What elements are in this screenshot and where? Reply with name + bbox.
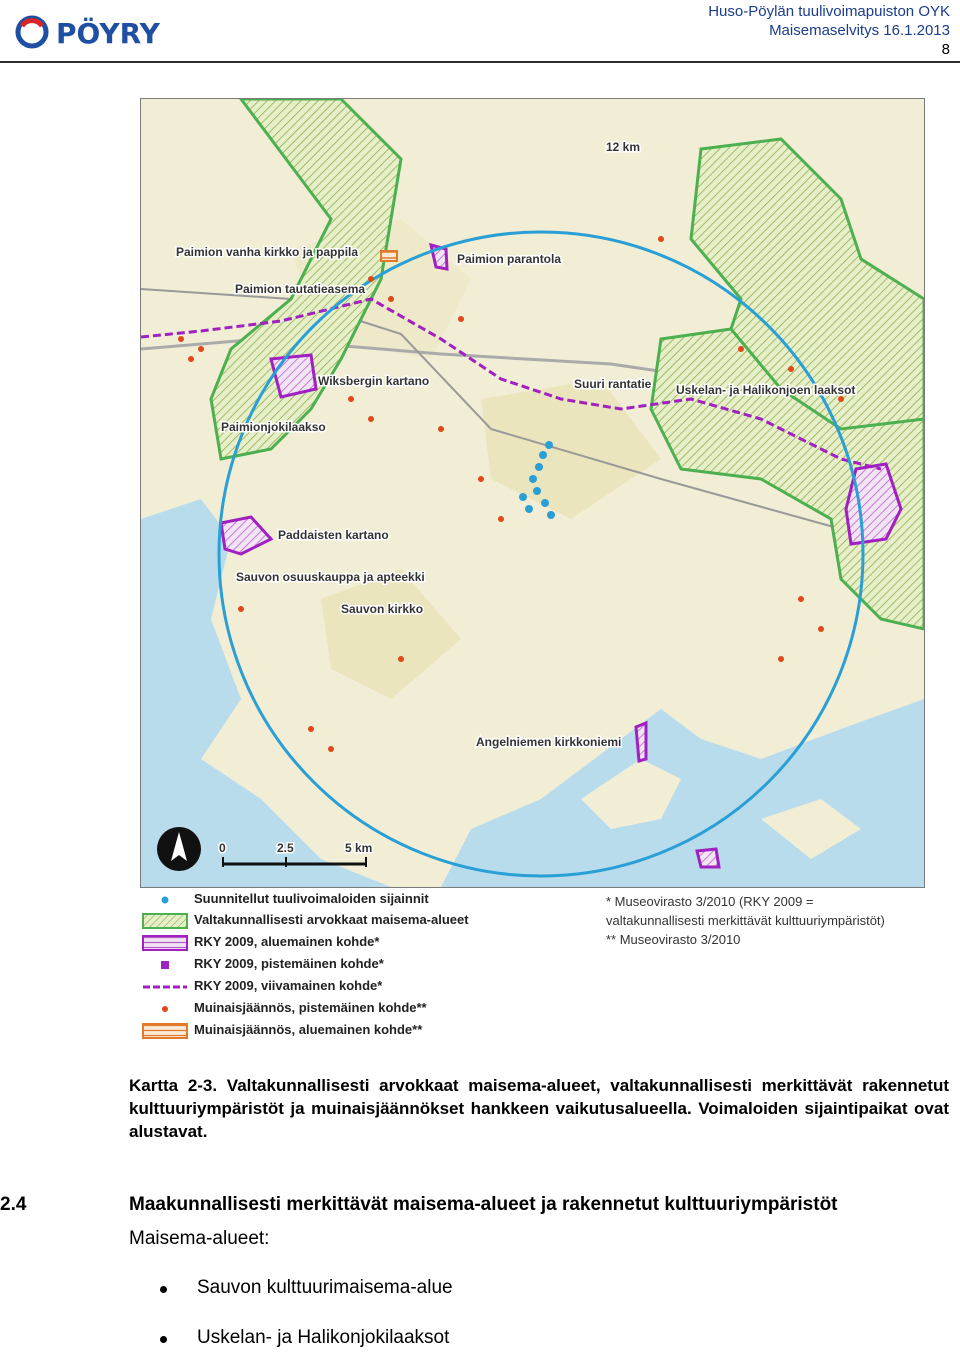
label-suuri-rantatie: Suuri rantatie <box>574 377 652 391</box>
legend-note: valtakunnallisesti merkittävät kulttuuriympäristöt) <box>606 913 885 928</box>
turbine-point <box>535 463 543 471</box>
legend-item-rky-line: RKY 2009, viivamainen kohde* <box>140 977 580 998</box>
section-number: 2.4 <box>0 1194 27 1215</box>
bullet-icon <box>160 1286 167 1293</box>
legend-notes <box>606 892 885 949</box>
rky-area-angelniemi <box>636 723 646 761</box>
legend-item-rky-area: RKY 2009, aluemainen kohde* <box>140 933 580 954</box>
orange-dot-icon <box>142 1001 188 1017</box>
label-sauvon-kirkko: Sauvon kirkko <box>341 602 424 616</box>
label-uskelan-halikonjoen: Uskelan- ja Halikonjoen laaksot <box>676 383 856 397</box>
orange-hatch-icon <box>142 1023 188 1039</box>
label-radius: 12 km <box>606 140 641 154</box>
north-arrow-icon <box>157 827 201 871</box>
turbine-point <box>529 475 537 483</box>
label-sauvon-osuuskauppa: Sauvon osuuskauppa ja apteekki <box>236 570 425 584</box>
legend-note: * Museovirasto 3/2010 (RKY 2009 = <box>606 894 814 909</box>
poyry-logo <box>14 12 214 52</box>
purple-square-icon <box>142 957 188 973</box>
turbine-point <box>539 451 547 459</box>
legend-item-rky-point: RKY 2009, pistemäinen kohde* <box>140 955 580 976</box>
label-paimion-rautatieasema: Paimion tautatieasema <box>235 282 366 296</box>
legend-item-turbines: Suunnitellut tuulivoimaloiden sijainnit <box>140 890 580 911</box>
document-date: Maisemaselvitys 16.1.2013 <box>769 22 950 39</box>
list-item: Uskelan- ja Halikonjokilaaksot <box>160 1327 660 1353</box>
legend-note: ** Museovirasto 3/2010 <box>606 932 741 947</box>
blue-dot-icon <box>142 892 188 908</box>
purple-dashed-line-icon <box>142 979 188 995</box>
label-paimionjokilaakso: Paimionjokilaakso <box>221 420 326 434</box>
header-info <box>708 2 950 59</box>
section-title: Maakunnallisesti merkittävät maisema-alueet ja rakennetut kulttuuriympäristöt <box>129 1194 838 1215</box>
scale-label-2-5: 2.5 <box>277 841 294 855</box>
turbine-point <box>547 511 555 519</box>
label-wiksbergin-kartano: Wiksbergin kartano <box>318 374 430 388</box>
label-paddaisten-kartano: Paddaisten kartano <box>278 528 389 542</box>
logo-wordmark: PÖYRY <box>56 17 160 50</box>
bullet-icon <box>160 1336 167 1343</box>
legend-item-national-landscape: Valtakunnallisesti arvokkaat maisema-alueet <box>140 911 580 932</box>
header-divider <box>0 61 960 63</box>
legend-item-heritage-point: Muinaisjäännös, pistemäinen kohde** <box>140 999 580 1020</box>
label-paimion-vanha-kirkko: Paimion vanha kirkko ja pappila <box>176 245 359 259</box>
map-caption: Kartta 2-3. Valtakunnallisesti arvokkaat maisema-alueet, valtakunnallisesti merkittävät rakennetut kulttuuriympäristöt ja muinaisjäännökset hankkeen vaikutusalueella. Voimaloiden sijaintipaikat ovat alustavat. <box>129 1076 949 1141</box>
green-hatch-icon <box>142 913 188 929</box>
map-legend <box>140 888 923 1038</box>
rky-area-south <box>697 849 719 867</box>
heritage-area <box>381 251 397 261</box>
project-title: Huso-Pöylän tuulivoimapuiston OYK <box>708 3 950 20</box>
subheading: Maisema-alueet: <box>129 1228 270 1249</box>
page-number: 8 <box>941 41 950 58</box>
label-paimion-parantola: Paimion parantola <box>457 252 562 266</box>
landscape-map <box>140 98 925 888</box>
list-item: Sauvon kulttuurimaisema-alue <box>160 1277 660 1303</box>
scale-label-5km: 5 km <box>345 841 373 855</box>
turbine-point <box>545 441 553 449</box>
scale-label-0: 0 <box>219 841 226 855</box>
purple-hatch-icon <box>142 935 188 951</box>
turbine-point <box>533 487 541 495</box>
turbine-point <box>519 493 527 501</box>
label-angelniemen-kirkkoniemi: Angelniemen kirkkoniemi <box>476 735 622 749</box>
turbine-point <box>525 505 533 513</box>
turbine-point <box>541 499 549 507</box>
legend-item-heritage-area: Muinaisjäännös, aluemainen kohde** <box>140 1021 580 1042</box>
